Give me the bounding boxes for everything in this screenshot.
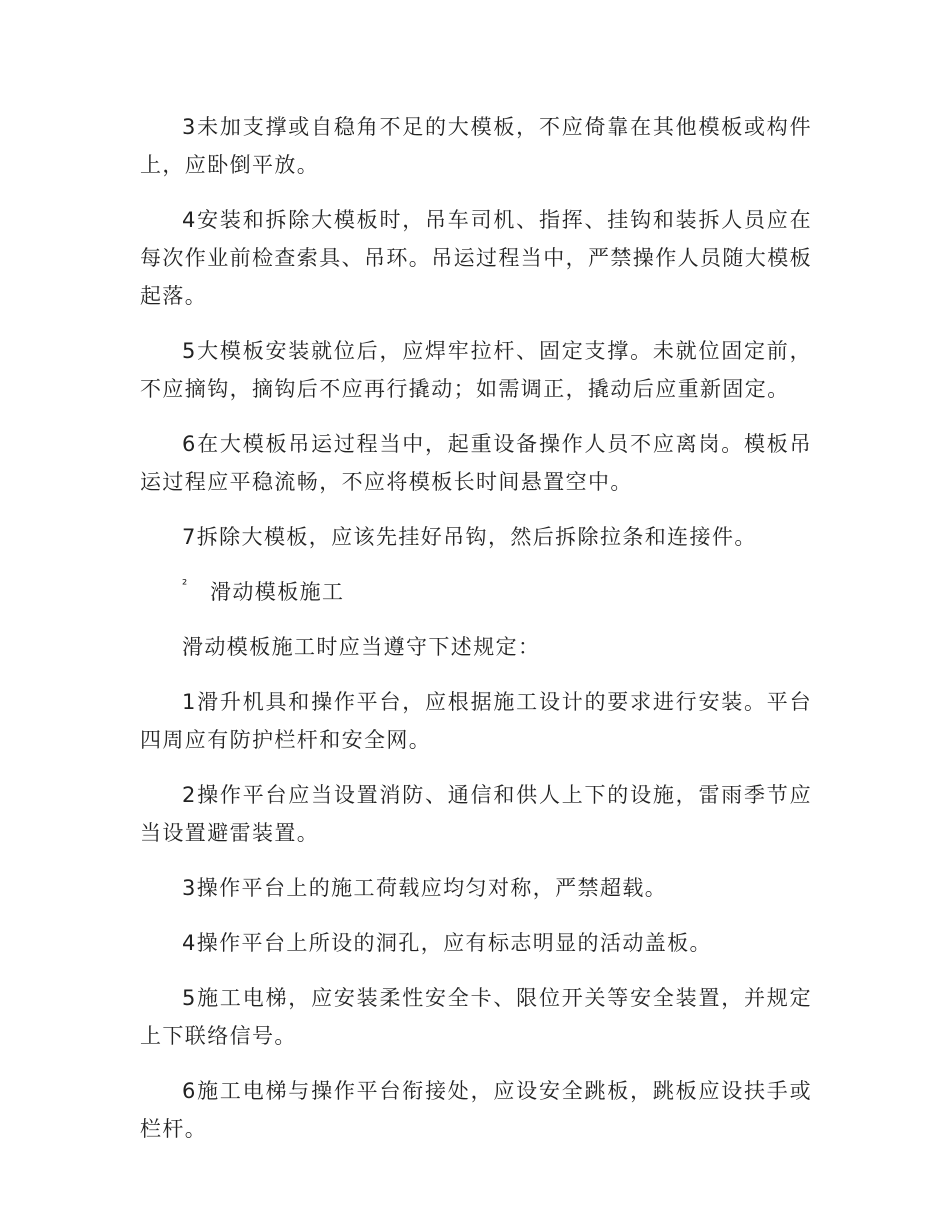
- rule-item-1: 1滑升机具和操作平台，应根据施工设计的要求进行安装。平台四周应有防护栏杆和安全网。: [140, 690, 812, 752]
- document-page: [140, 108, 812, 1165]
- section-intro: 滑动模板施工时应当遵守下述规定：: [182, 635, 541, 659]
- paragraph-item-4: 4安装和拆除大模板时，吊车司机、指挥、挂钩和装拆人员应在每次作业前检查索具、吊环。吊运过程当中，严禁操作人员随大模板起落。: [140, 208, 812, 308]
- section-title: 滑动模板施工: [210, 580, 345, 604]
- section-marker: ²: [182, 578, 189, 593]
- rule-item-4: 4操作平台上所设的洞孔，应有标志明显的活动盖板。: [182, 931, 712, 955]
- rule-item-3: 3操作平台上的施工荷载应均匀对称，严禁超载。: [182, 876, 668, 900]
- paragraph-item-7: 7拆除大模板，应该先挂好吊钩，然后拆除拉条和连接件。: [182, 525, 757, 549]
- rule-item-5: 5施工电梯，应安装柔性安全卡、限位开关等安全装置，并规定上下联络信号。: [140, 986, 812, 1048]
- section-heading: [140, 573, 812, 611]
- rule-item-6: 6施工电梯与操作平台衔接处，应设安全跳板，跳板应设扶手或栏杆。: [140, 1079, 812, 1141]
- rule-item-2: 2操作平台应当设置消防、通信和供人上下的设施，雷雨季节应当设置避雷装置。: [140, 783, 812, 845]
- paragraph-item-3: 3未加支撑或自稳角不足的大模板，不应倚靠在其他模板或构件上，应卧倒平放。: [140, 115, 812, 177]
- paragraph-item-6: 6在大模板吊运过程当中，起重设备操作人员不应离岗。模板吊运过程应平稳流畅，不应将模板长时间悬置空中。: [140, 432, 812, 494]
- paragraph-item-5: 5大模板安装就位后，应焊牢拉杆、固定支撑。未就位固定前，不应摘钩，摘钩后不应再行撬动；如需调正，撬动后应重新固定。: [140, 339, 812, 401]
